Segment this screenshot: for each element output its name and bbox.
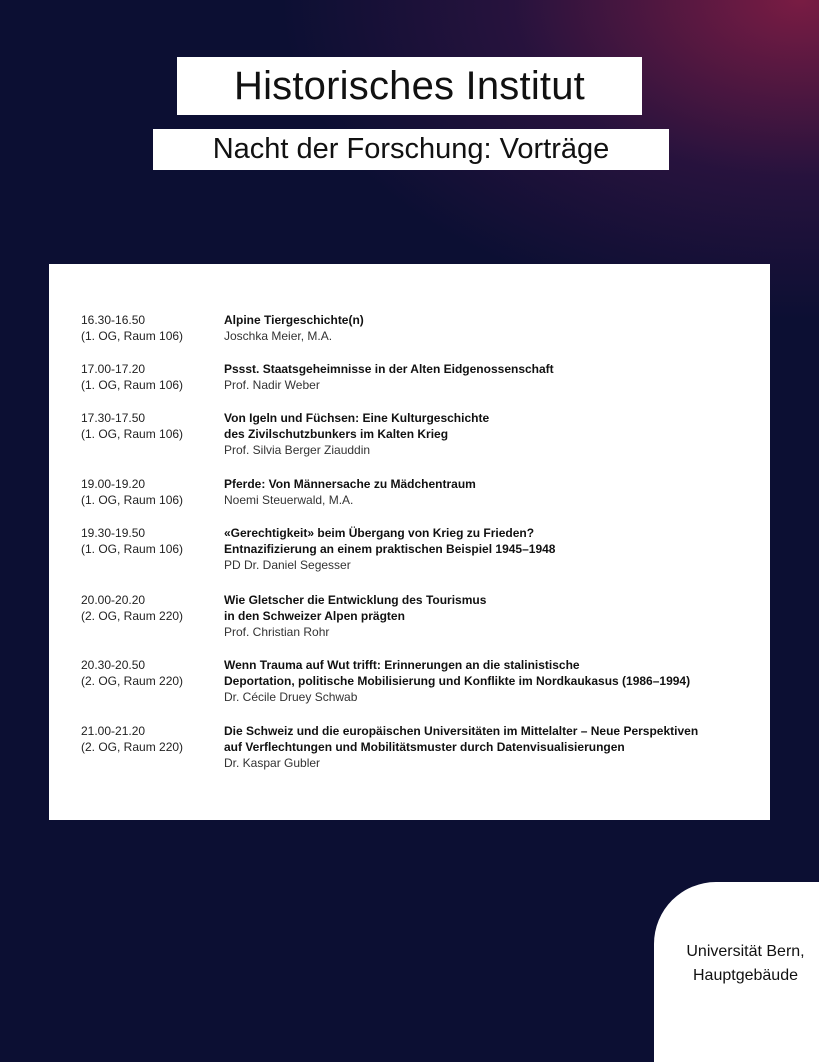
- entry-room: (2. OG, Raum 220): [81, 609, 184, 623]
- entry-time: 16.30-16.50: [81, 313, 146, 327]
- entry-title: Pssst. Staatsgeheimnisse in der Alten Eidgenossenschaft: [224, 362, 554, 376]
- entry-speaker: PD Dr. Daniel Segesser: [224, 558, 351, 572]
- entry-room: (1. OG, Raum 106): [81, 542, 184, 556]
- entry-room: (1. OG, Raum 106): [81, 378, 184, 392]
- entry-room: (2. OG, Raum 220): [81, 674, 184, 688]
- entry-time: 19.00-19.20: [81, 477, 146, 491]
- entry-speaker: Joschka Meier, M.A.: [224, 329, 333, 343]
- entry-title: Die Schweiz und die europäischen Universitäten im Mittelalter – Neue Perspektiven: [224, 724, 699, 738]
- page-subtitle: [153, 129, 669, 170]
- page-subtitle-text: Nacht der Forschung: Vorträge: [212, 133, 610, 165]
- entry-time: 17.00-17.20: [81, 362, 146, 376]
- entry-title: auf Verflechtungen und Mobilitätsmuster durch Datenvisualisierungen: [224, 740, 625, 754]
- entry-title: in den Schweizer Alpen prägten: [224, 609, 405, 623]
- entry-title: Entnazifizierung an einem praktischen Beispiel 1945–1948: [224, 542, 556, 556]
- page-title: [177, 57, 642, 115]
- entry-speaker: Prof. Christian Rohr: [224, 625, 330, 639]
- entry-title: Deportation, politische Mobilisierung und Konflikte im Nordkaukasus (1986–1994): [224, 674, 691, 688]
- entry-room: (1. OG, Raum 106): [81, 329, 184, 343]
- entry-time: 20.00-20.20: [81, 593, 146, 607]
- entry-speaker: Prof. Nadir Weber: [224, 378, 320, 392]
- entry-speaker: Prof. Silvia Berger Ziauddin: [224, 443, 371, 457]
- entry-time: 21.00-21.20: [81, 724, 146, 738]
- entry-title: Alpine Tiergeschichte(n): [224, 313, 364, 327]
- entry-title: «Gerechtigkeit» beim Übergang von Krieg zu Frieden?: [224, 526, 535, 540]
- entry-title: Pferde: Von Männersache zu Mädchentraum: [224, 477, 476, 491]
- entry-room: (1. OG, Raum 106): [81, 427, 184, 441]
- page-title-text: Historisches Institut: [234, 63, 585, 108]
- entry-time: 17.30-17.50: [81, 411, 146, 425]
- entry-speaker: Dr. Kaspar Gubler: [224, 756, 321, 770]
- entry-room: (1. OG, Raum 106): [81, 493, 184, 507]
- entry-title: Von Igeln und Füchsen: Eine Kulturgeschichte: [224, 411, 490, 425]
- entry-title: Wie Gletscher die Entwicklung des Tourismus: [224, 593, 487, 607]
- location-label: [672, 940, 819, 988]
- location-line-2: Hauptgebäude: [693, 967, 798, 984]
- entry-time: 19.30-19.50: [81, 526, 146, 540]
- entry-title: Wenn Trauma auf Wut trifft: Erinnerungen an die stalinistische: [224, 658, 580, 672]
- entry-speaker: Noemi Steuerwald, M.A.: [224, 493, 354, 507]
- schedule-card: [49, 264, 770, 820]
- location-line-1: Universität Bern,: [686, 943, 805, 960]
- entry-time: 20.30-20.50: [81, 658, 146, 672]
- entry-speaker: Dr. Cécile Druey Schwab: [224, 690, 358, 704]
- entry-title: des Zivilschutzbunkers im Kalten Krieg: [224, 427, 449, 441]
- entry-room: (2. OG, Raum 220): [81, 740, 184, 754]
